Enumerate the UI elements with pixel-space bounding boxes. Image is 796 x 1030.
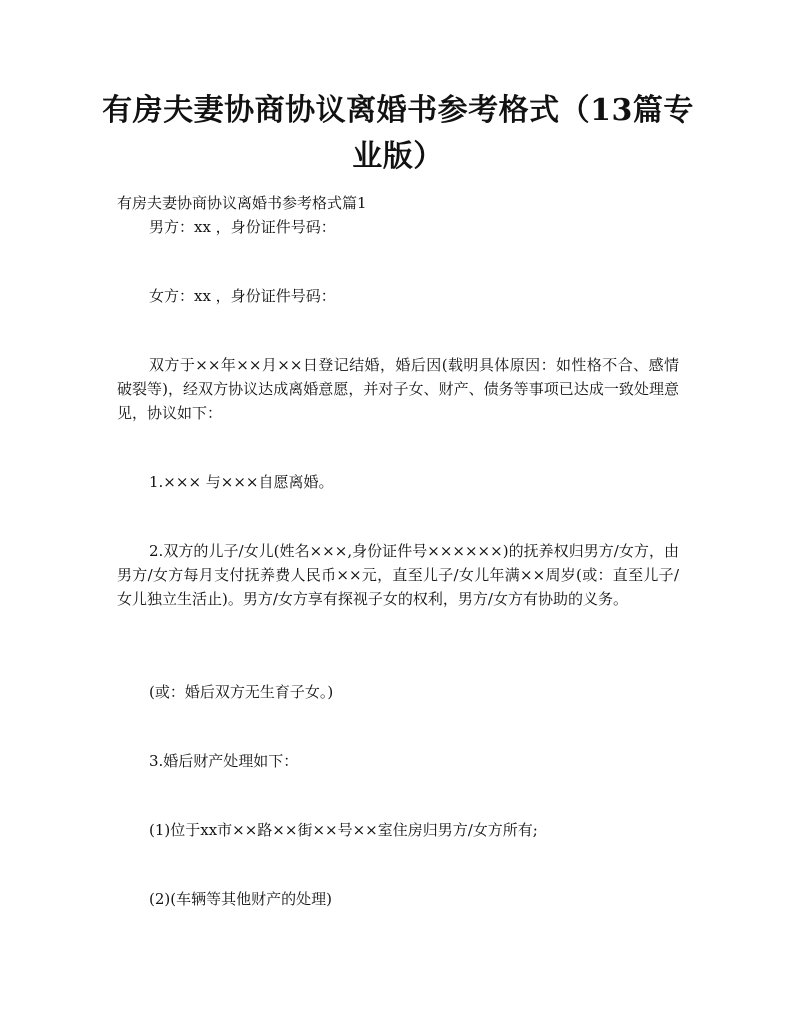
- document-title: 有房夫妻协商协议离婚书参考格式（13篇专业版）: [102, 93, 694, 174]
- paragraph-male-party: 男方：xx ，身份证件号码：: [149, 218, 336, 236]
- paragraph-clause-1: 1.××× 与×××自愿离婚。: [149, 473, 334, 491]
- paragraph-female-party: 女方：xx ，身份证件号码：: [149, 287, 336, 305]
- paragraph-no-children: (或：婚后双方无生育子女。): [149, 683, 334, 701]
- paragraph-property-house: (1)位于xx市××路××街××号××室住房归男方/女方所有;: [149, 821, 538, 839]
- paragraph-property-vehicle: (2)(车辆等其他财产的处理): [149, 890, 332, 908]
- paragraph-marriage-summary: 双方于××年××月××日登记结婚，婚后因(载明具体原因：如性格不合、感情破裂等)，经双方协议达成离婚意愿，并对子女、财产、债务等事项已达成一致处理意见，协议如下：: [117, 356, 679, 422]
- paragraph-clause-3: 3.婚后财产处理如下：: [149, 752, 299, 770]
- section-heading: 有房夫妻协商协议离婚书参考格式篇1: [117, 194, 367, 212]
- paragraph-clause-2: 2.双方的儿子/女儿(姓名×××,身份证件号××××××)的抚养权归男方/女方，由男方/女方每月支付抚养费人民币××元，直至儿子/女儿年满××周岁(或：直至儿子/女儿独立生活止)。男方/女方享有探视子女的权利，男方/女方有协助的义务。: [117, 542, 679, 608]
